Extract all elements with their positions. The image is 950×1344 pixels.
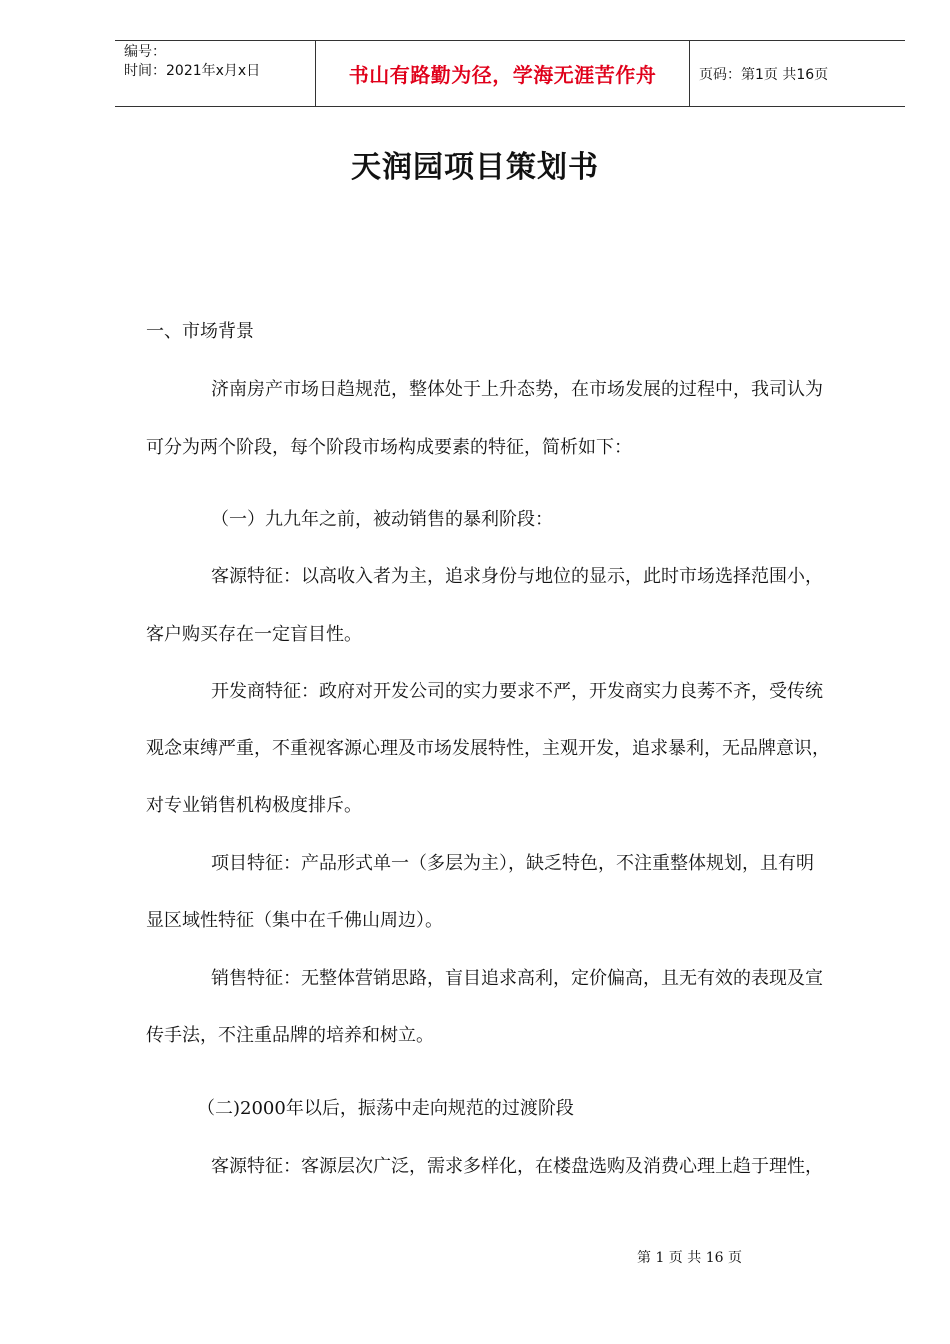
subsection-heading: （二)2000年以后，振荡中走向规范的过渡阶段 [197, 1098, 574, 1119]
header-time-label: 时间：2021年x月x日 [124, 63, 261, 79]
paragraph-line: 济南房产市场日趋规范，整体处于上升态势，在市场发展的过程中，我司认为 [211, 379, 823, 400]
paragraph-line: 销售特征：无整体营销思路，盲目追求高利，定价偏高，且无有效的表现及宣 [211, 968, 823, 989]
header-meta-cell [115, 41, 316, 106]
subsection-heading: （一）九九年之前，被动销售的暴利阶段： [211, 509, 553, 530]
paragraph-line: 开发商特征：政府对开发公司的实力要求不严，开发商实力良莠不齐，受传统 [211, 681, 823, 702]
header-motto: 书山有路勤为径，学海无涯苦作舟 [316, 41, 690, 106]
header-page-info: 页码：第1页 共16页 [699, 66, 829, 83]
paragraph-line: 项目特征：产品形式单一（多层为主），缺乏特色，不注重整体规划，且有明 [211, 853, 814, 874]
header-code-label: 编号： [124, 44, 166, 60]
paragraph-line: 传手法，不注重品牌的培养和树立。 [146, 1025, 434, 1046]
document-title: 天润园项目策划书 [351, 150, 599, 185]
document-header [115, 40, 905, 107]
page-footer-number: 第 1 页 共 16 页 [637, 1250, 742, 1266]
paragraph-line: 可分为两个阶段，每个阶段市场构成要素的特征，简析如下： [146, 437, 632, 458]
paragraph-line: 显区域性特征（集中在千佛山周边）。 [146, 910, 443, 931]
paragraph-line: 对专业销售机构极度排斥。 [146, 795, 362, 816]
paragraph-line: 客源特征：客源层次广泛，需求多样化，在楼盘选购及消费心理上趋于理性， [211, 1156, 823, 1177]
paragraph-line: 客户购买存在一定盲目性。 [146, 624, 362, 645]
paragraph-line: 观念束缚严重，不重视客源心理及市场发展特性，主观开发，追求暴利，无品牌意识， [146, 738, 830, 759]
paragraph-line: 客源特征：以高收入者为主，追求身份与地位的显示，此时市场选择范围小， [211, 566, 823, 587]
section-heading-market-background: 一、市场背景 [146, 321, 254, 342]
